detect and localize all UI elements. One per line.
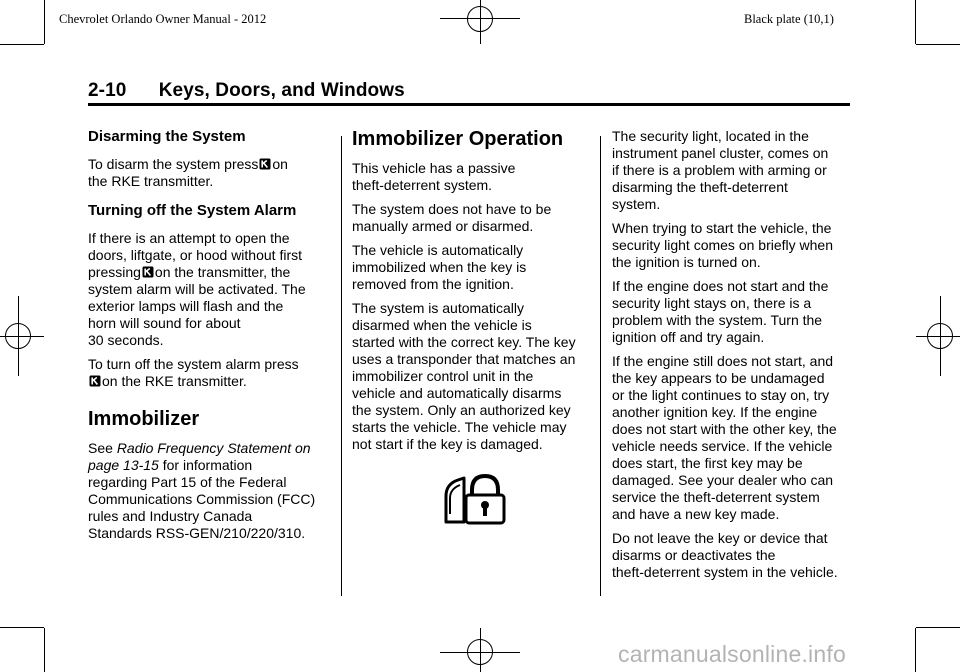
crop-mark <box>916 44 960 45</box>
immobilizer-paragraph: See Radio Frequency Statement on page 13-15 for information regarding Part 15 of the Federal Communications Commission (FCC) rules and Industry Canada Standards RSS-GEN/210/220/310. <box>88 440 316 541</box>
header-manual-title: Chevrolet Orlando Owner Manual - 2012 <box>59 12 267 26</box>
crop-mark <box>0 627 44 628</box>
immobilizer-operation-heading: Immobilizer Operation <box>352 128 564 150</box>
unlock-key-icon <box>259 158 271 170</box>
col2-paragraph-1: This vehicle has a passive theft-deterrent system. <box>352 160 516 193</box>
radio-frequency-link[interactable]: Radio Frequency Statement on <box>116 440 311 456</box>
section-title: 2-10 Keys, Doors, and Windows <box>88 80 405 101</box>
col2-paragraph-4: The system is automatically disarmed when the vehicle is started with the correct key. The key uses a transponder that matches an immobilizer control unit in the vehicle and automatically disarms the system. Only an authorized key starts the vehicle. The vehicle may not start if the key is damaged. <box>352 300 576 452</box>
crop-mark <box>915 628 916 672</box>
col3-paragraph-5: Do not leave the key or device that disarms or deactivates the theft-deterrent system in the vehicle. <box>612 530 838 580</box>
col3-paragraph-4: If the engine still does not start, and the key appears to be undamaged or the light continues to stay on, try another ignition key. If the engine does not start with the other key, the vehicle needs service. If the vehicle does start, the first key may be damaged. See your dealer who can service the theft-deterrent system and have a new key made. <box>612 353 837 522</box>
turning-off-heading: Turning off the System Alarm <box>88 202 297 219</box>
immobilizer-heading: Immobilizer <box>88 408 200 430</box>
disarming-heading: Disarming the System <box>88 128 246 145</box>
page-reference-link[interactable]: page 13-15 <box>88 457 159 473</box>
watermark: carmanualsonline.info <box>618 641 846 667</box>
turning-off-paragraph-1: If there is an attempt to open the doors, liftgate, or hood without first pressing on the transmitter, the system alarm will be activated. The exterior lamps will flash and the horn will sound for about 30 seconds. <box>88 230 306 348</box>
col2-paragraph-3: The vehicle is automatically immobilized when the key is removed from the ignition. <box>352 242 527 292</box>
crop-mark <box>915 0 916 44</box>
crop-mark <box>0 44 44 45</box>
col3-paragraph-1: The security light, located in the instrument panel cluster, comes on if there is a problem with arming or disarming the theft-deterrent system. <box>612 128 829 212</box>
crop-mark <box>44 628 45 672</box>
turning-off-paragraph-2: To turn off the system alarm press on the RKE transmitter. <box>88 356 299 389</box>
column-3 <box>612 128 854 588</box>
immobilizer-security-light-icon <box>440 470 506 526</box>
crop-mark <box>916 627 960 628</box>
column-divider <box>600 136 601 596</box>
col3-paragraph-3: If the engine does not start and the security light stays on, there is a problem with the system. Turn the ignition off and try again. <box>612 278 829 345</box>
header-plate-info: Black plate (10,1) <box>744 12 834 26</box>
disarming-paragraph: To disarm the system press on the RKE transmitter. <box>88 156 288 189</box>
col2-paragraph-2: The system does not have to be manually armed or disarmed. <box>352 201 552 234</box>
column-divider <box>341 136 342 596</box>
title-rule <box>88 103 850 106</box>
column-2 <box>352 128 592 460</box>
column-1 <box>88 128 336 549</box>
col3-paragraph-2: When trying to start the vehicle, the security light comes on briefly when the ignition is turned on. <box>612 220 833 270</box>
unlock-key-icon <box>142 266 154 278</box>
unlock-key-icon <box>89 375 101 387</box>
crop-mark <box>44 0 45 44</box>
